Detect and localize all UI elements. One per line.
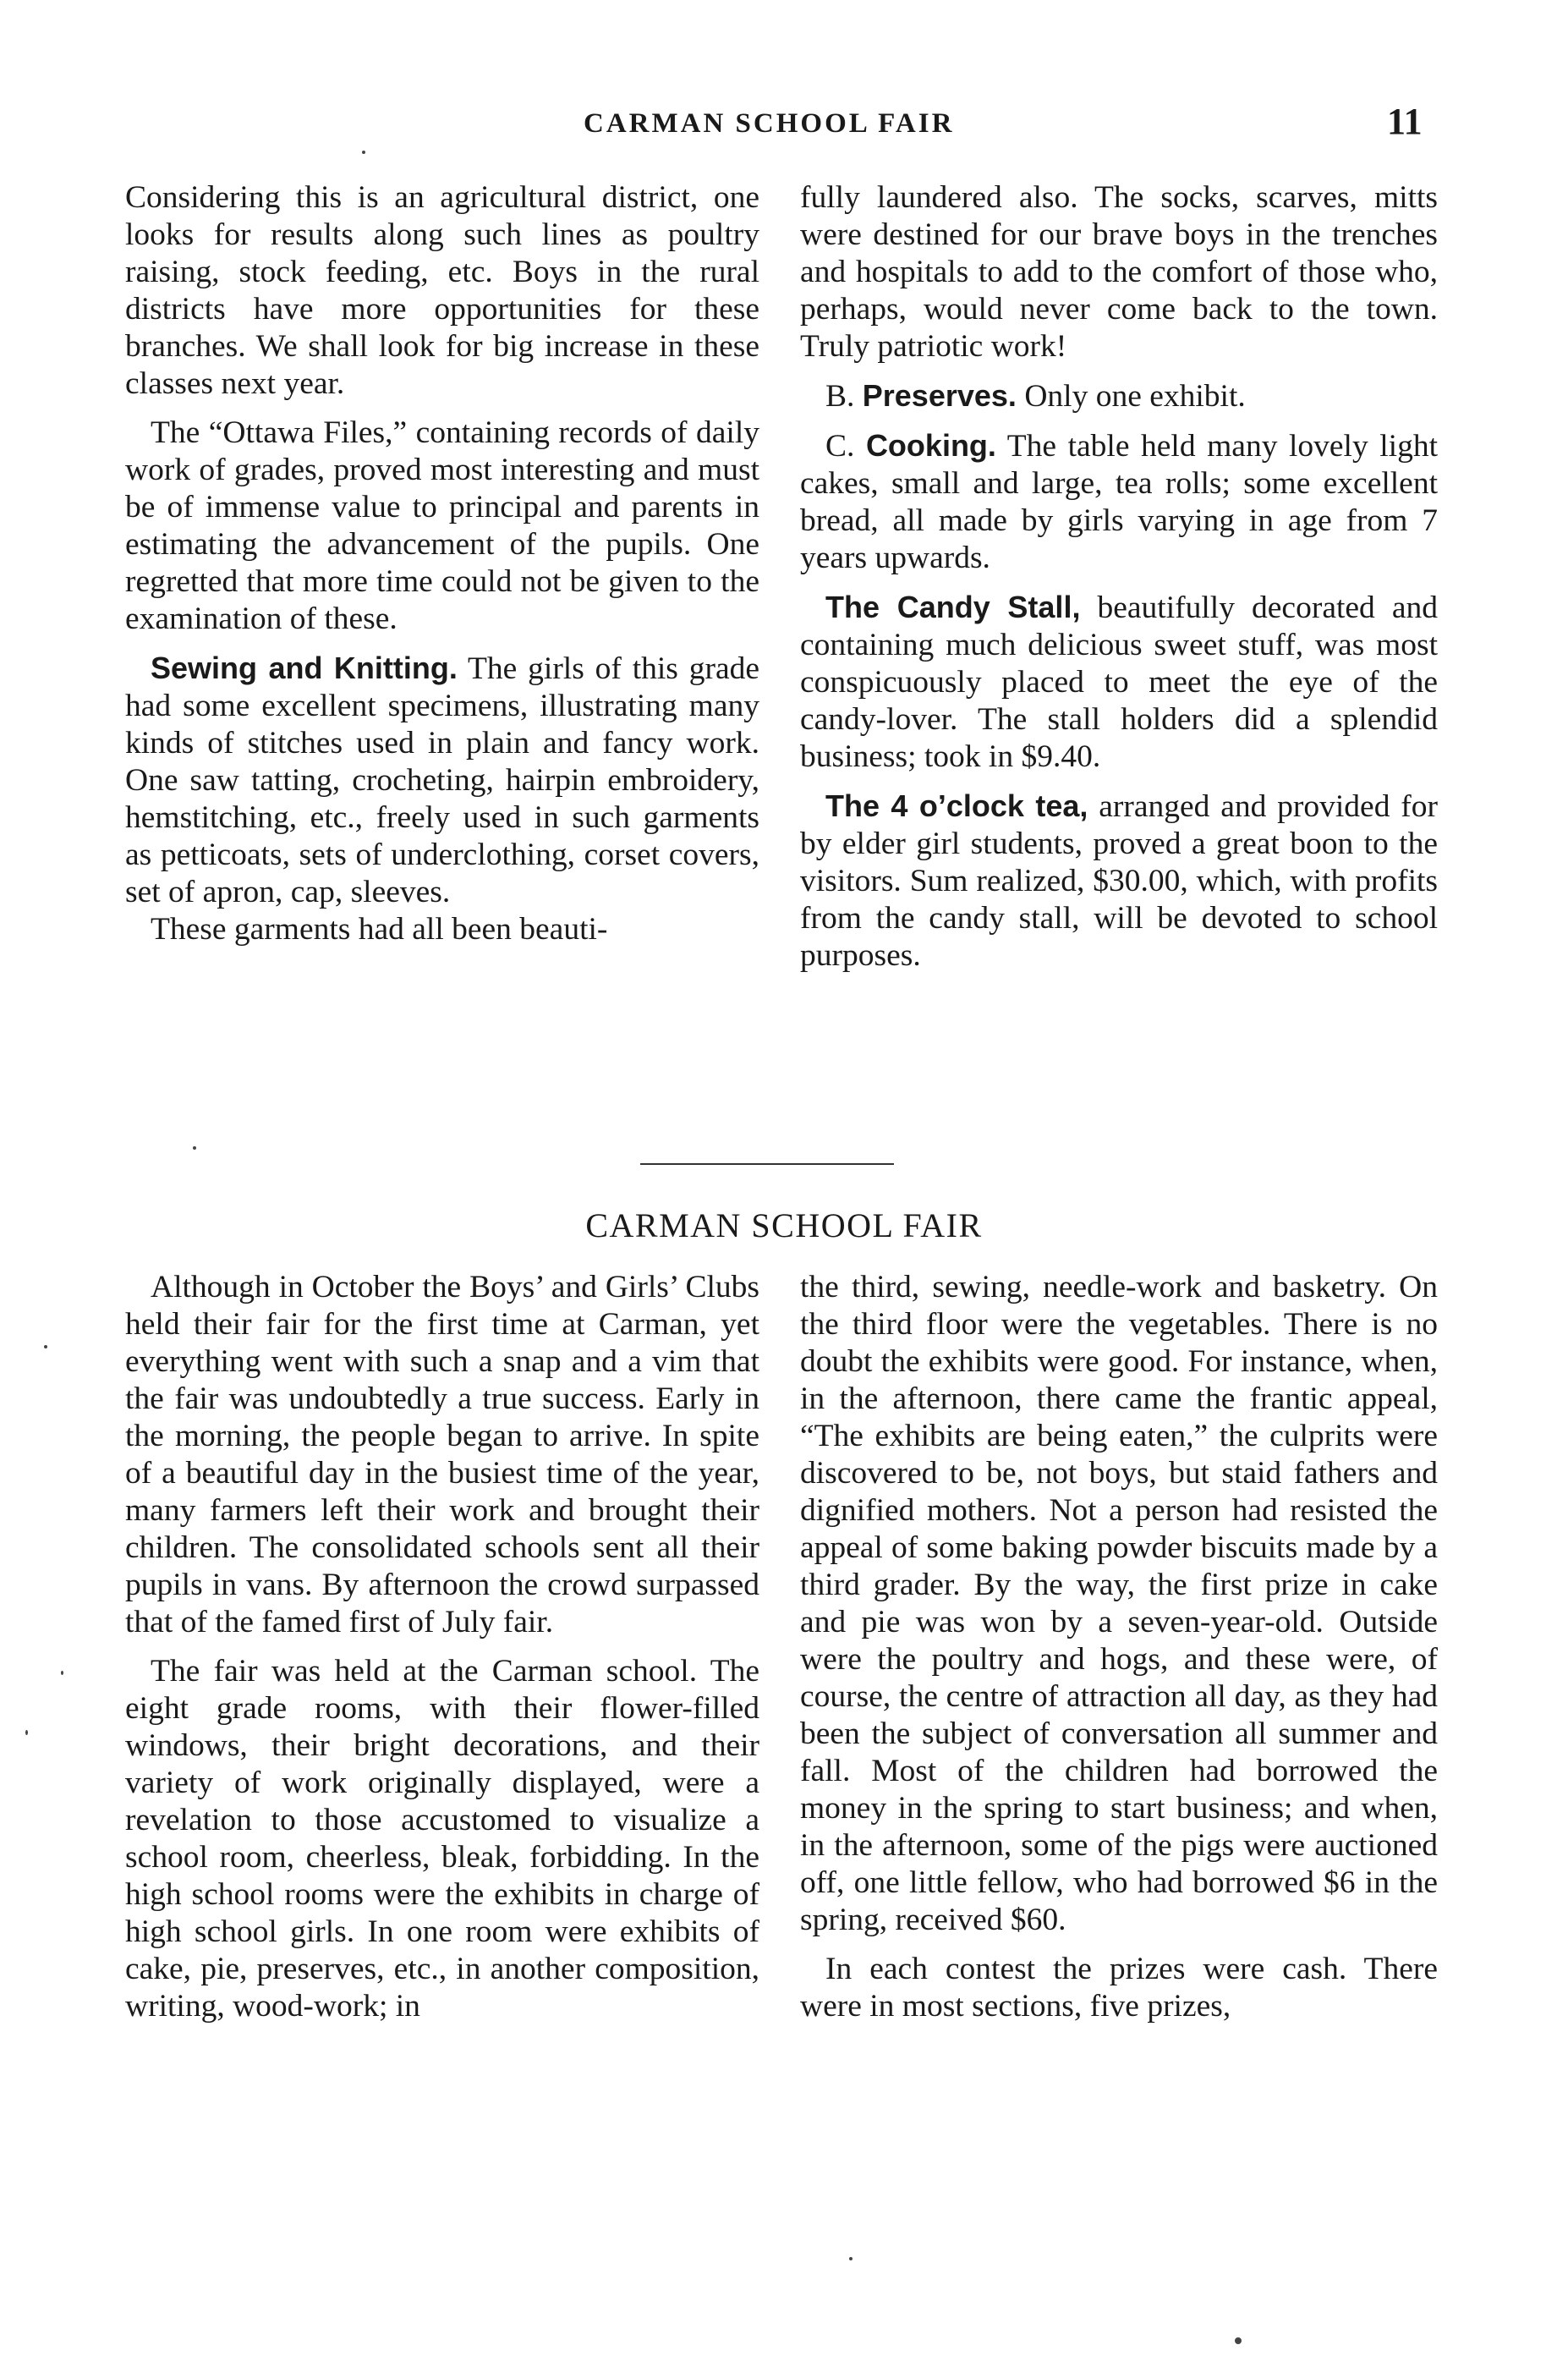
top-right-column bbox=[800, 179, 1438, 975]
paragraph-exhibits: the third, sewing, needle-work and basketry. On the third floor were the vegetables. There is no doubt the exhibits were good. For instance, when, in the afternoon, there came the frantic appeal, “The exhibits are being eaten,” the culprits were discovered to be, not boys, but staid fathers and dignified mothers. Not a person had resisted the appeal of some baking powder biscuits made by a third grader. By the way, the first prize in cake and pie was won by a seven-year-old. Outside were the poultry and hogs, and these were, of course, the centre of attraction all day, as they had been the subject of conversation all summer and fall. Most of the children had borrowed the money in the spring to start business; and when, in the afternoon, some of the pigs were auctioned off, one little fellow, who had borrowed $6 in the spring, received $60. bbox=[800, 1270, 1438, 1937]
four-oclock-tea-heading: The 4 o’clock tea, bbox=[825, 788, 1088, 823]
paragraph-sewing-knitting bbox=[125, 650, 759, 911]
paragraph-garments: These garments had all been beauti- bbox=[151, 912, 608, 947]
scan-speck bbox=[849, 2257, 853, 2260]
paragraph-candy-stall bbox=[800, 589, 1438, 776]
page-number: 11 bbox=[1387, 101, 1423, 142]
candy-stall-text: beautifully decorated and containing much delicious sweet stuff, was most conspicuously placed to meet the eye of the candy-lover. The stall holders did a splendid business; took in $9.40. bbox=[800, 590, 1438, 774]
scan-speck bbox=[61, 1671, 63, 1675]
sewing-knitting-heading: Sewing and Knitting. bbox=[151, 651, 458, 685]
scan-speck bbox=[25, 1730, 28, 1735]
paragraph-laundered: fully laundered also. The socks, scarves, mitts were destined for our brave boys in the trenches and hospitals to add to the comfort of those who, perhaps, would never come back to the town. Truly patriotic work! bbox=[800, 180, 1438, 364]
scan-speck bbox=[1235, 2337, 1242, 2344]
running-header bbox=[0, 100, 1568, 151]
paragraph-preserves bbox=[800, 377, 1438, 415]
four-oclock-tea-text: arranged and provided for by elder girl students, proved a great boon to the visitors. Sum realized, $30.00, which, with profits from the candy stall, will be devoted to school purposes. bbox=[800, 789, 1438, 973]
scan-speck bbox=[362, 151, 365, 154]
bottom-right-column bbox=[800, 1269, 1438, 2025]
paragraph-ottawa-files: The “Ottawa Files,” containing records of daily work of grades, proved most interesting and must be of immense value to principal and parents in estimating the advancement of the pupils. One regretted that more time could not be given to the examination of these. bbox=[125, 415, 759, 636]
bottom-left-column bbox=[125, 1269, 759, 2025]
candy-stall-heading: The Candy Stall, bbox=[825, 590, 1081, 624]
scan-speck bbox=[44, 1345, 47, 1348]
cooking-prefix: C. bbox=[825, 429, 866, 464]
cooking-text: The table held many lovely light cakes, small and large, tea rolls; some excellent bread, all made by girls varying in age from 7 years upwards. bbox=[800, 429, 1438, 575]
section-divider bbox=[640, 1163, 894, 1165]
section-heading: CARMAN SCHOOL FAIR bbox=[585, 1206, 983, 1244]
preserves-prefix: B. bbox=[825, 379, 863, 414]
paragraph-four-oclock-tea bbox=[800, 788, 1438, 975]
top-left-column bbox=[125, 179, 759, 948]
paragraph-agricultural-district: Considering this is an agricultural district, one looks for results along such lines as poultry raising, stock feeding, etc. Boys in the rural districts have more opportunities for these branches. We shall look for big increase in these classes next year. bbox=[125, 180, 759, 401]
paragraph-carman-school: The fair was held at the Carman school. The eight grade rooms, with their flower-filled windows, their bright decorations, and their variety of work originally displayed, were a revelation to those accustomed to visualize a school room, cheerless, bleak, forbidding. In the high school rooms were the exhibits in charge of high school girls. In one room were exhibits of cake, pie, preserves, etc., in another composition, writing, wood-work; in bbox=[125, 1654, 759, 2024]
preserves-heading: Preserves. bbox=[862, 378, 1017, 413]
paragraph-cooking bbox=[800, 427, 1438, 577]
sewing-knitting-text: The girls of this grade had some excellent specimens, illustrating many kinds of stitches used in plain and fancy work. One saw tatting, crocheting, hairpin embroidery, hemstitching, etc., freely used in such garments as petticoats, sets of underclothing, corset covers, set of apron, cap, sleeves. bbox=[125, 651, 759, 909]
paragraph-october-fair: Although in October the Boys’ and Girls’ Clubs held their fair for the first time at Carman, yet everything went with such a snap and a vim that the fair was undoubtedly a true success. Early in the morning, the people began to arrive. In spite of a beautiful day in the busiest time of the year, many farmers left their work and brought their children. The consolidated schools sent all their pupils in vans. By afternoon the crowd surpassed that of the famed first of July fair. bbox=[125, 1270, 759, 1639]
scan-speck bbox=[193, 1146, 196, 1150]
cooking-heading: Cooking. bbox=[865, 428, 996, 463]
running-title: CARMAN SCHOOL FAIR bbox=[584, 108, 955, 139]
preserves-text: Only one exhibit. bbox=[1016, 379, 1246, 414]
paragraph-prizes: In each contest the prizes were cash. There were in most sections, five prizes, bbox=[800, 1952, 1438, 2024]
